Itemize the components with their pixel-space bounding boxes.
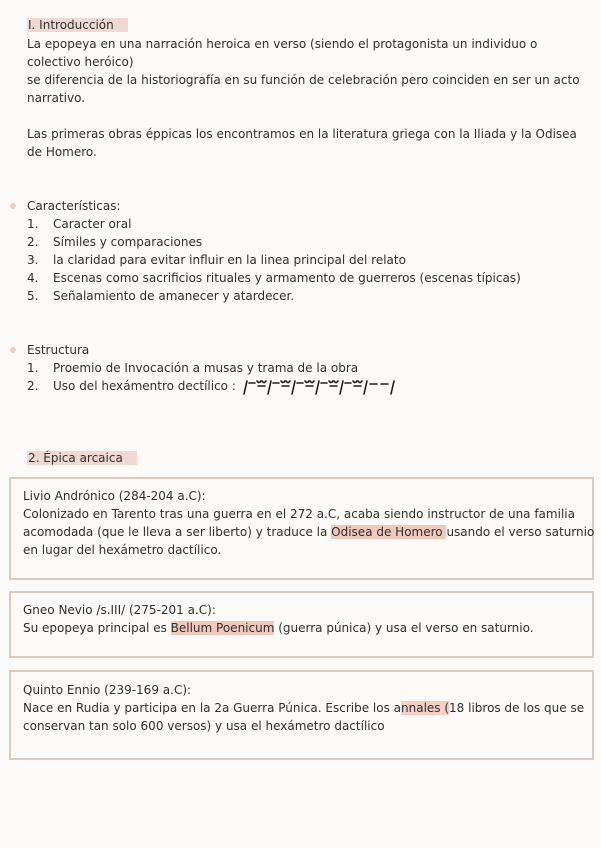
author-box-ennio: [9, 670, 594, 760]
author-line: Colonizado en Tarento tras una guerra en el 272 a.C, acaba siendo instructor de una familia: [23, 507, 575, 521]
heading-text: I. Introducción: [27, 18, 128, 32]
features-item-4: [27, 271, 521, 286]
author-title: Quinto Ennio (239-169 a.C):: [23, 683, 192, 697]
para2-line2: narrativo.: [27, 91, 86, 105]
para1-line1: La epopeya en una narración heroica en verso (siendo el protagonista un individuo o: [27, 37, 538, 51]
structure-title: Estructura: [27, 343, 90, 357]
bullet-icon: [10, 203, 16, 209]
item-text: la claridad para evitar influir en la linea principal del relato: [53, 253, 406, 267]
features-item-3: [27, 253, 406, 268]
author-title: Gneo Nevio /s.III/ (275-201 a.C):: [23, 603, 216, 617]
item-number: 2.: [27, 379, 39, 393]
item-number: 1.: [27, 217, 39, 231]
text-segment: usando el verso saturnio: [446, 525, 595, 539]
heading-text: 2. Épica arcaica: [27, 451, 137, 465]
item-number: 5.: [27, 289, 39, 303]
item-text: Escenas como sacrificios rituales y armamento de guerreros (escenas típicas): [53, 271, 521, 285]
highlighted-text: Odisea de Homero: [331, 525, 447, 539]
highlighted-text: Bellum Poenicum: [170, 621, 275, 635]
author-box-livio: [9, 477, 594, 580]
structure-item-2: [27, 379, 236, 394]
author-line: en lugar del hexámetro dactílico.: [23, 543, 222, 557]
text-segment: (guerra púnica) y usa el verso en saturnio.: [274, 621, 534, 635]
section-heading-epica-arcaica: [27, 451, 137, 466]
text-segment: 18 libros de los que se: [449, 701, 585, 715]
para2-line1: se diferencia de la historiografía en su función de celebración pero coinciden en ser un acto: [27, 73, 580, 87]
author-line: conservan tan solo 600 versos) y usa el hexámetro dactílico: [23, 719, 385, 733]
item-number: 3.: [27, 253, 39, 267]
hexameter-scansion-drawing: [238, 374, 418, 398]
item-text: Uso del hexámentro dectílico :: [53, 379, 236, 393]
para3-line1: Las primeras obras éppicas los encontramos en la literatura griega con la Iliada y la Odisea: [27, 127, 577, 141]
author-line: [23, 701, 584, 716]
author-title: Livio Andrónico (284-204 a.C):: [23, 489, 206, 503]
item-number: 4.: [27, 271, 39, 285]
features-item-1: [27, 217, 131, 232]
text-segment: Su epopeya principal es: [23, 621, 171, 635]
para1-line2: colectivo heróico): [27, 55, 134, 69]
item-number: 2.: [27, 235, 39, 249]
author-line: [23, 525, 594, 540]
item-text: Señalamiento de amanecer y atardecer.: [53, 289, 295, 303]
item-text: Símiles y comparaciones: [53, 235, 203, 249]
section-heading-introduccion: [27, 18, 128, 33]
highlighted-text: nnales (: [401, 701, 450, 715]
item-text: Caracter oral: [53, 217, 132, 231]
author-line: [23, 621, 534, 636]
item-text: Proemio de Invocación a musas y trama de la obra: [53, 361, 359, 375]
features-title: Características:: [27, 199, 121, 213]
author-box-nevio: [9, 591, 594, 658]
item-number: 1.: [27, 361, 39, 375]
bullet-icon: [10, 347, 16, 353]
para3-line2: de Homero.: [27, 145, 97, 159]
features-item-2: [27, 235, 202, 250]
features-item-5: [27, 289, 294, 304]
text-segment: acomodada (que le lleva a ser liberto) y traduce la: [23, 525, 332, 539]
text-segment: Nace en Rudia y participa en la 2a Guerra Púnica. Escribe los a: [23, 701, 402, 715]
